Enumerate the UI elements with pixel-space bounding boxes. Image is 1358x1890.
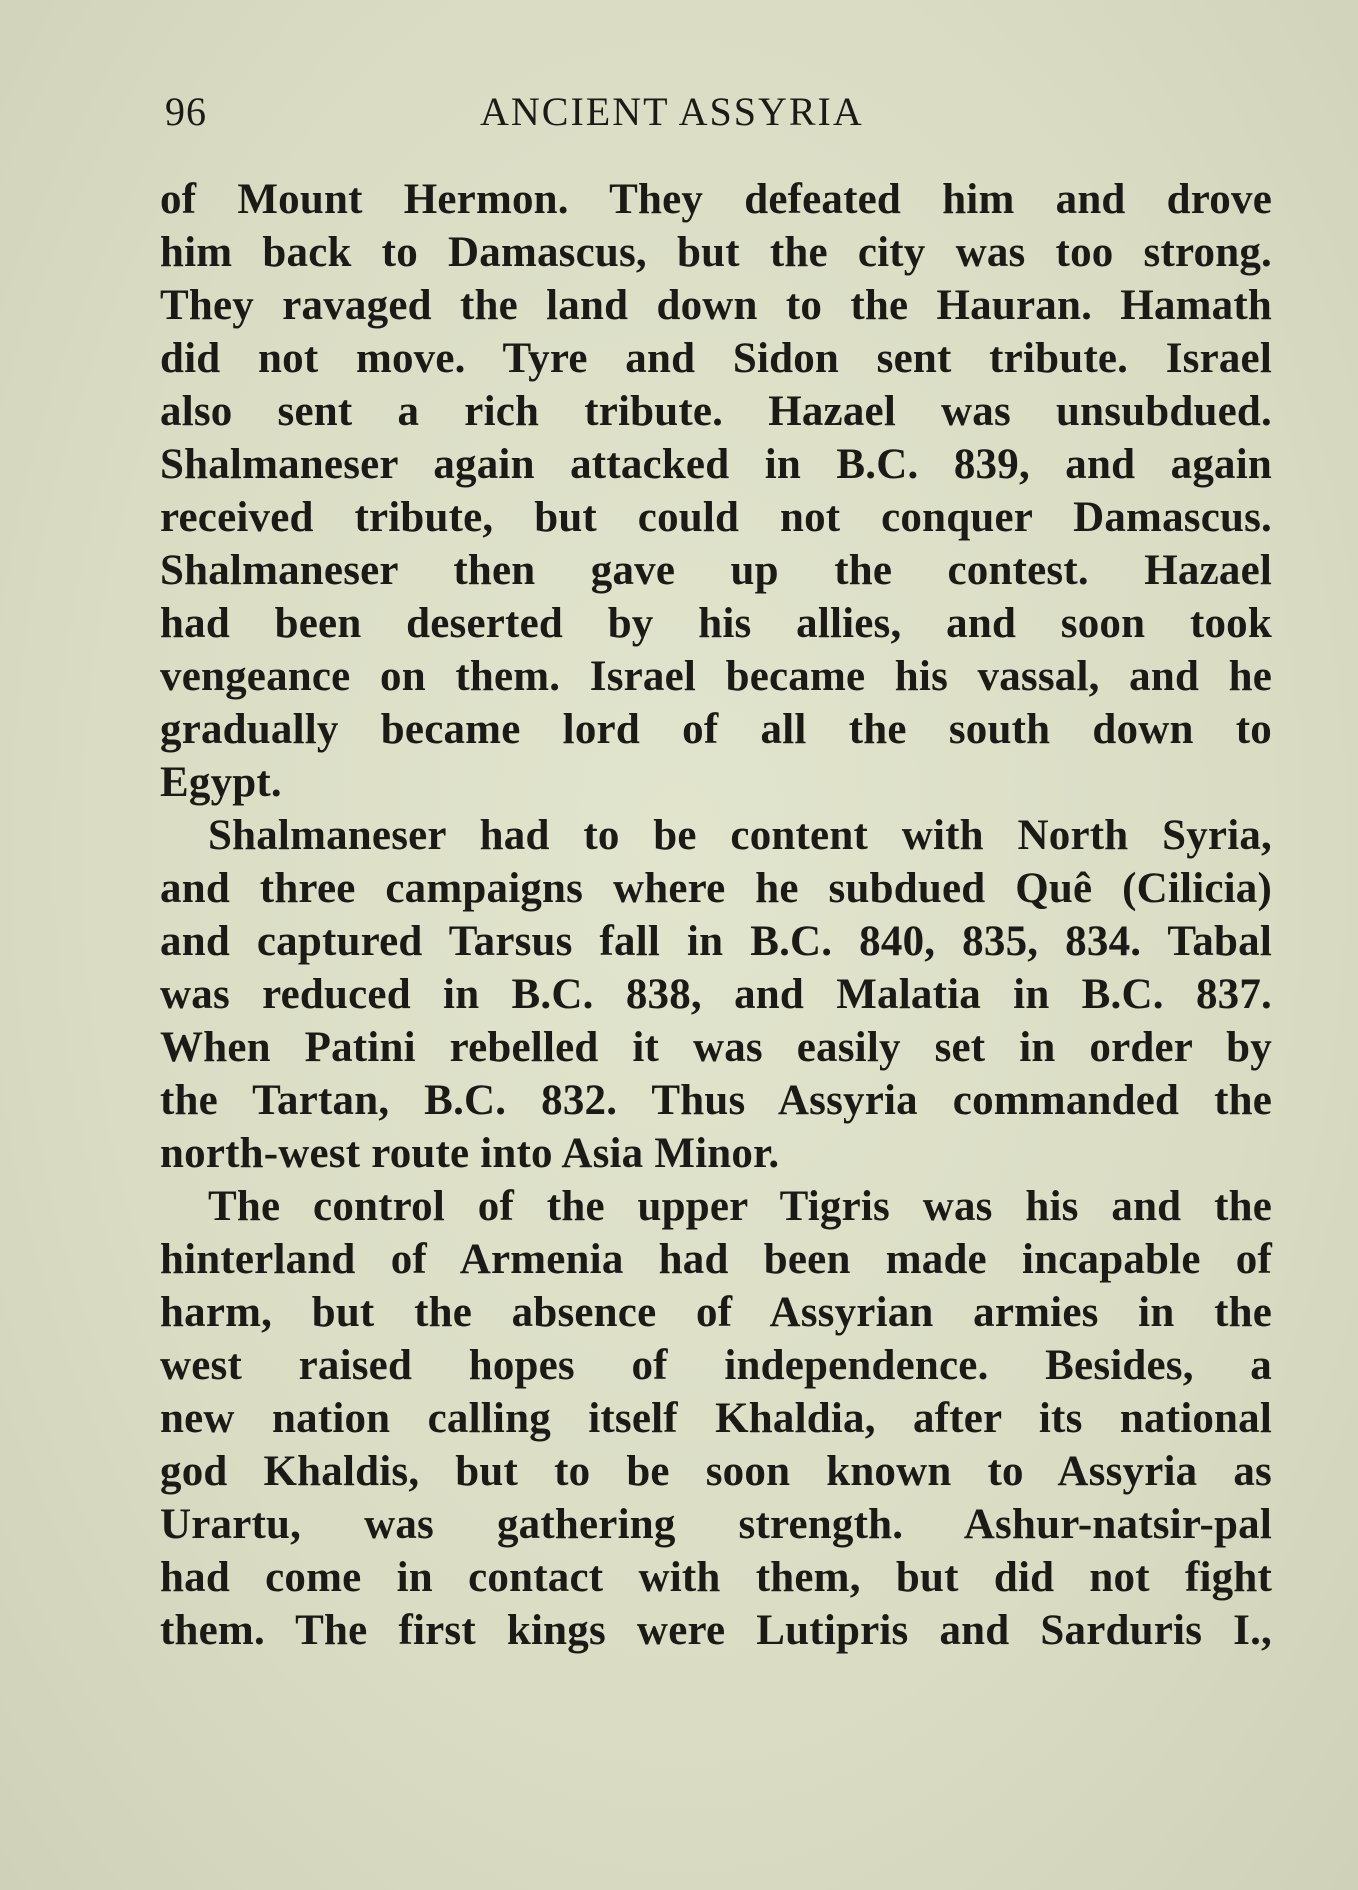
page-number: 96 bbox=[165, 89, 207, 134]
text-line: west raised hopes of independence. Besides, a bbox=[160, 1342, 1272, 1389]
page-header bbox=[165, 88, 1275, 138]
text-line: They ravaged the land down to the Hauran. Hamath bbox=[160, 282, 1272, 329]
text-line: had come in contact with them, but did not fight bbox=[160, 1554, 1272, 1601]
text-line: them. The first kings were Lutipris and Sarduris I., bbox=[160, 1607, 1272, 1654]
text-line: When Patini rebelled it was easily set in order by bbox=[160, 1024, 1272, 1071]
text-line: north-west route into Asia Minor. bbox=[160, 1130, 780, 1177]
text-line: harm, but the absence of Assyrian armies in the bbox=[160, 1289, 1272, 1336]
text-line: also sent a rich tribute. Hazael was unsubdued. bbox=[160, 388, 1272, 435]
text-line: hinterland of Armenia had been made incapable of bbox=[160, 1236, 1272, 1283]
body-text bbox=[160, 173, 1272, 1657]
text-line: The control of the upper Tigris was his and the bbox=[208, 1183, 1272, 1230]
text-line: was reduced in B.C. 838, and Malatia in B.C. 837. bbox=[160, 971, 1272, 1018]
text-line: and captured Tarsus fall in B.C. 840, 835, 834. Tabal bbox=[160, 918, 1272, 965]
text-line: god Khaldis, but to be soon known to Assyria as bbox=[160, 1448, 1272, 1495]
running-head: ANCIENT ASSYRIA bbox=[480, 89, 864, 134]
text-line: Shalmaneser had to be content with North Syria, bbox=[208, 812, 1272, 859]
text-line: new nation calling itself Khaldia, after its national bbox=[160, 1395, 1272, 1442]
text-line: him back to Damascus, but the city was too strong. bbox=[160, 229, 1272, 276]
text-line: Urartu, was gathering strength. Ashur-natsir-pal bbox=[160, 1501, 1272, 1548]
text-line: vengeance on them. Israel became his vassal, and he bbox=[160, 653, 1272, 700]
text-line: Egypt. bbox=[160, 759, 282, 806]
text-line: and three campaigns where he subdued Quê (Cilicia) bbox=[160, 865, 1272, 912]
text-line: received tribute, but could not conquer Damascus. bbox=[160, 494, 1272, 541]
text-line: had been deserted by his allies, and soon took bbox=[160, 600, 1272, 647]
text-line: of Mount Hermon. They defeated him and drove bbox=[160, 176, 1272, 223]
text-line: Shalmaneser again attacked in B.C. 839, and again bbox=[160, 441, 1272, 488]
text-line: the Tartan, B.C. 832. Thus Assyria commanded the bbox=[160, 1077, 1272, 1124]
text-line: gradually became lord of all the south down to bbox=[160, 706, 1272, 753]
text-line: did not move. Tyre and Sidon sent tribute. Israel bbox=[160, 335, 1272, 382]
text-line: Shalmaneser then gave up the contest. Hazael bbox=[160, 547, 1272, 594]
